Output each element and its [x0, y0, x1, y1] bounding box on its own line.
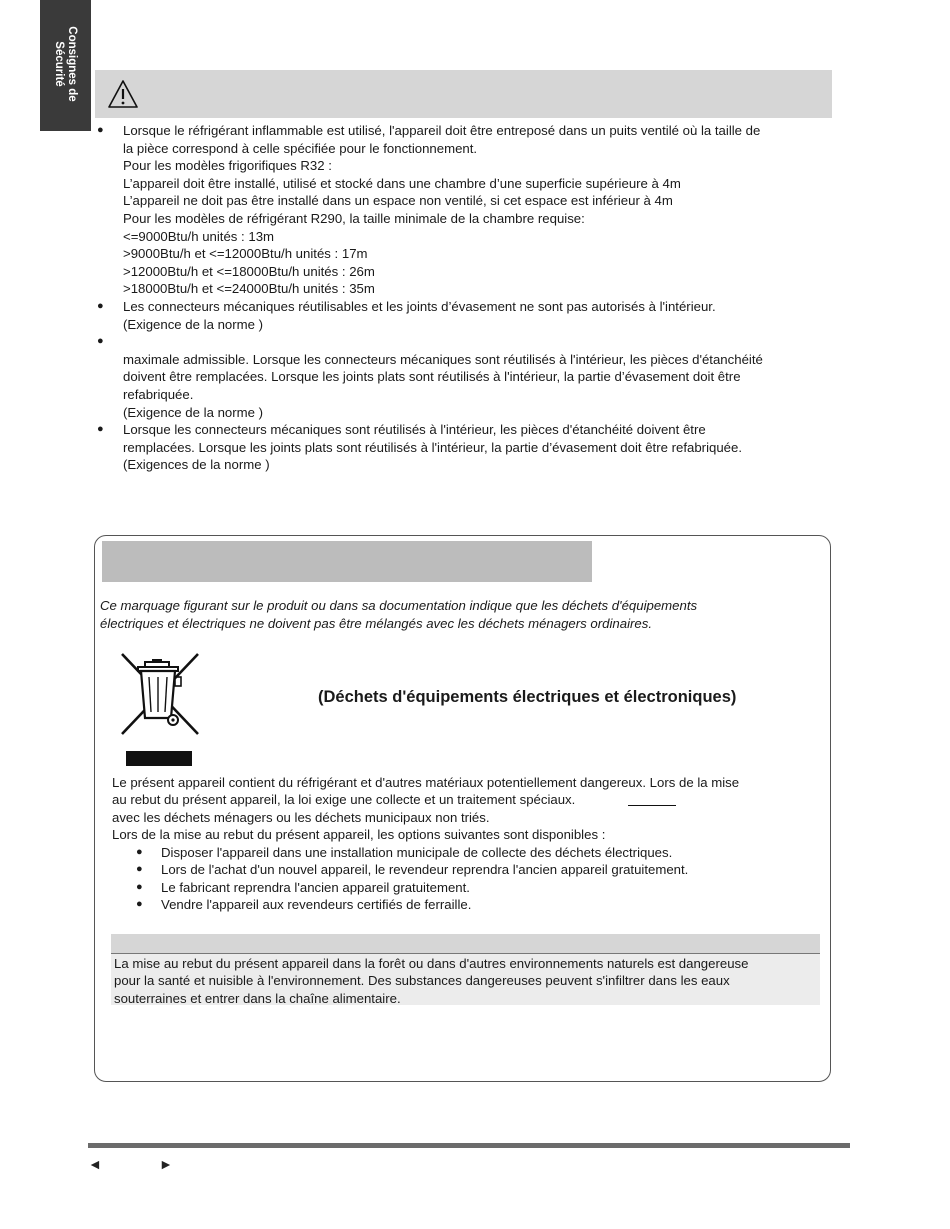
bullet-icon: ● [97, 335, 104, 348]
danger-note: La mise au rebut du présent appareil dans la forêt ou dans d'autres environnements naturels est dangereuse pour la santé et nuisible à l'environnement. Des substances dangereuses peuvent s'infiltrer dans les eaux souterraines et entrer dans la chaîne alimentaire. [111, 953, 820, 1005]
underline-mark [628, 805, 676, 806]
prev-page-arrow-icon[interactable]: ◄ [88, 1156, 102, 1172]
bullet-icon: ● [136, 880, 143, 893]
bullet-icon: ● [136, 846, 143, 858]
refrigerant-safety-list [97, 122, 837, 474]
list-item: ● Vendre l'appareil aux revendeurs certifiés de ferraille. [136, 897, 472, 913]
list-item: ● maximale admissible. Lorsque les connecteurs mécaniques sont réutilisés à l'intérieur, les pièces d'étanchéité doivent être remplacées. Lorsque les joints plats sont réutilisés à l'intérieur, la partie d’évasement doit être refabriquée. (Exigence de la norme ) [97, 335, 763, 420]
list-item: ● Lors de l'achat d'un nouvel appareil, le revendeur reprendra l'ancien appareil gratuitement. [136, 862, 689, 878]
weee-title: (Déchets d'équipements électriques et électroniques) [318, 688, 737, 706]
bullet-icon: ● [97, 124, 104, 136]
section-side-tab [40, 0, 91, 131]
list-item: ● Disposer l'appareil dans une installation municipale de collecte des déchets électriques. [136, 845, 673, 860]
warning-triangle-icon [107, 79, 139, 109]
bullet-icon: ● [97, 423, 104, 436]
crossed-out-wheelie-bin-icon [118, 650, 202, 742]
list-item: ● Lorsque les connecteurs mécaniques sont réutilisés à l'intérieur, les pièces d'étanchéité doivent être remplacées. Lorsque les joints plats sont réutilisés à l'intérieur, la partie d’évasement doit être refabriquée. (Exigences de la norme ) [97, 422, 742, 473]
footer-rule [88, 1143, 850, 1148]
disposal-options-list [136, 844, 688, 914]
list-item: ● Lorsque le réfrigérant inflammable est utilisé, l'appareil doit être entreposé dans un puits ventilé où la taille de la pièce correspond à celle spécifiée pour le fonctionnement. Pour les modèles frigorifiques R32 : L’appareil doit être installé, utilisé et stocké dans une chambre d’une superficie supérieure à 4m L’appareil ne doit pas être installé dans un espace non ventilé, si cet espace est inférieur à 4m Pour les modèles de réfrigérant R290, la taille minimale de la chambre requise: <=9000Btu/h unités : 13m >9000Btu/h et <=12000Btu/h unités : 17m >12000Btu/h et <=18000Btu/h unités : 26m >18000Btu/h et <=24000Btu/h unités : 35m [97, 123, 761, 297]
bullet-icon: ● [136, 863, 143, 876]
disposal-title-bar [102, 541, 592, 582]
bullet-icon: ● [97, 299, 104, 312]
danger-header-bar [111, 934, 820, 953]
side-tab-label: Consignes de Sécurité [53, 26, 78, 102]
weee-date-bar [126, 751, 192, 766]
bullet-icon: ● [136, 898, 143, 911]
warning-header-bar [95, 70, 832, 118]
list-item: ● Les connecteurs mécaniques réutilisables et les joints d’évasement ne sont pas autorisés à l'intérieur. (Exigence de la norme ) [97, 298, 716, 332]
disposal-body: Le présent appareil contient du réfrigérant et d'autres matériaux potentiellement dangereux. Lors de la mise au rebut du présent appareil, la loi exige une collecte et un traitement spéciaux. avec les déchets ménagers ou les déchets municipaux non triés. Lors de la mise au rebut du présent appareil, les options suivantes sont disponibles : [112, 775, 740, 843]
next-page-arrow-icon[interactable]: ► [159, 1156, 173, 1172]
list-item: ● Le fabricant reprendra l'ancien appareil gratuitement. [136, 879, 470, 895]
disposal-intro: Ce marquage figurant sur le produit ou dans sa documentation indique que les déchets d'équipements électriques et électriques ne doivent pas être mélangés avec les déchets ménagers ordinaires. [100, 598, 698, 631]
